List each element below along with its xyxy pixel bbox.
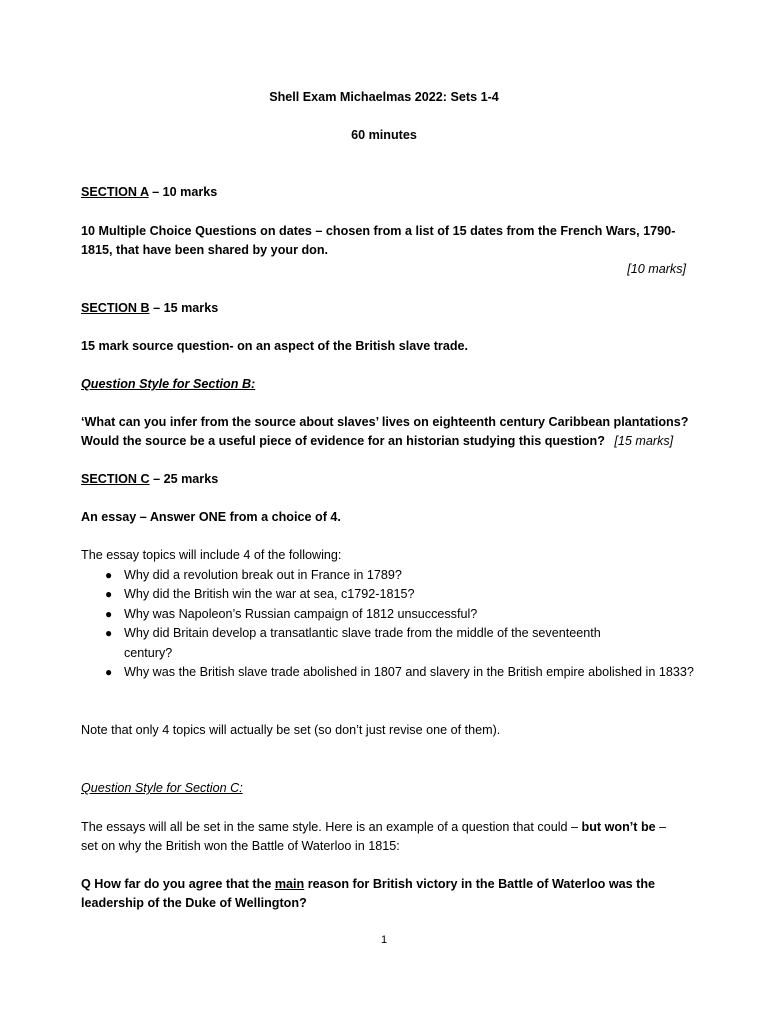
- example-q-end: reason for British victory in the Battle of Waterloo was the: [304, 877, 656, 891]
- section-c-note: Note that only 4 topics will actually be set (so don’t just revise one of them).: [81, 723, 501, 737]
- section-b-marks: [15 marks]: [614, 434, 674, 448]
- list-item: [81, 624, 644, 663]
- section-c-marks-heading: – 25 marks: [149, 472, 219, 486]
- section-c-label: SECTION C: [81, 472, 150, 486]
- section-c-style-line2: set on why the British won the Battle of Waterloo in 1815:: [81, 839, 400, 853]
- section-c-body: An essay – Answer ONE from a choice of 4.: [81, 510, 341, 524]
- exam-title: Shell Exam Michaelmas 2022: Sets 1-4: [269, 90, 499, 104]
- section-a-marks-heading: – 10 marks: [148, 185, 218, 199]
- section-a-label: SECTION A: [81, 185, 149, 199]
- style-line1-text: The essays will all be set in the same style. Here is an example of a question that could –: [81, 820, 582, 834]
- list-item: [81, 605, 691, 624]
- section-b-question-line1: ‘What can you infer from the source about slaves’ lives on eighteenth century Caribbean plantations?: [81, 415, 689, 429]
- example-q-emphasis: main: [274, 877, 305, 891]
- bullet-icon: ●: [105, 665, 113, 680]
- section-b-marks-heading: – 15 marks: [149, 301, 219, 315]
- topic-text: Why did Britain develop a transatlantic slave trade from the middle of the seventeenth century?: [124, 626, 601, 660]
- essay-topics-list: [81, 566, 694, 682]
- bullet-icon: ●: [105, 606, 113, 621]
- section-b-question-line2: [81, 432, 673, 451]
- page-number: 1: [380, 934, 388, 946]
- section-a-body-line2: 1815, that have been shared by your don.: [81, 243, 329, 257]
- section-b-heading: [81, 299, 218, 318]
- section-c-topics-intro: The essay topics will include 4 of the following:: [81, 548, 342, 562]
- style-line1-emphasis: but won’t be: [581, 820, 656, 834]
- section-a-heading: [81, 183, 217, 202]
- section-a-body-line1: 10 Multiple Choice Questions on dates – chosen from a list of 15 dates from the French Wars, 1790-: [81, 224, 676, 238]
- section-b-label: SECTION B: [81, 301, 150, 315]
- exam-duration: 60 minutes: [351, 128, 417, 142]
- topic-text: Why did the British win the war at sea, c1792-1815?: [124, 587, 415, 602]
- example-question-line2: leadership of the Duke of Wellington?: [81, 896, 307, 910]
- bullet-icon: ●: [105, 626, 113, 641]
- list-item: [81, 566, 691, 585]
- section-b-body: 15 mark source question- on an aspect of the British slave trade.: [81, 339, 469, 353]
- section-c-style-line1: [81, 818, 666, 837]
- section-c-style-heading: Question Style for Section C:: [81, 781, 243, 795]
- topic-text: Why was Napoleon’s Russian campaign of 1812 unsuccessful?: [124, 606, 478, 621]
- topic-text: Why did a revolution break out in France in 1789?: [124, 568, 402, 582]
- section-c-heading: [81, 470, 218, 489]
- list-item: [81, 663, 694, 682]
- section-a-marks: [10 marks]: [627, 262, 686, 276]
- section-b-style-heading: Question Style for Section B:: [81, 377, 256, 391]
- style-line1-end: –: [655, 820, 667, 834]
- bullet-icon: ●: [105, 587, 113, 602]
- list-item: [81, 585, 691, 604]
- section-b-question-text: Would the source be a useful piece of evidence for an historian studying this question?: [81, 434, 605, 448]
- topic-text: Why was the British slave trade abolished in 1807 and slavery in the British empire abolished in 1833?: [124, 665, 694, 680]
- example-q-start: Q How far do you agree that the: [81, 877, 275, 891]
- example-question-line1: [81, 875, 655, 894]
- bullet-icon: ●: [105, 568, 113, 582]
